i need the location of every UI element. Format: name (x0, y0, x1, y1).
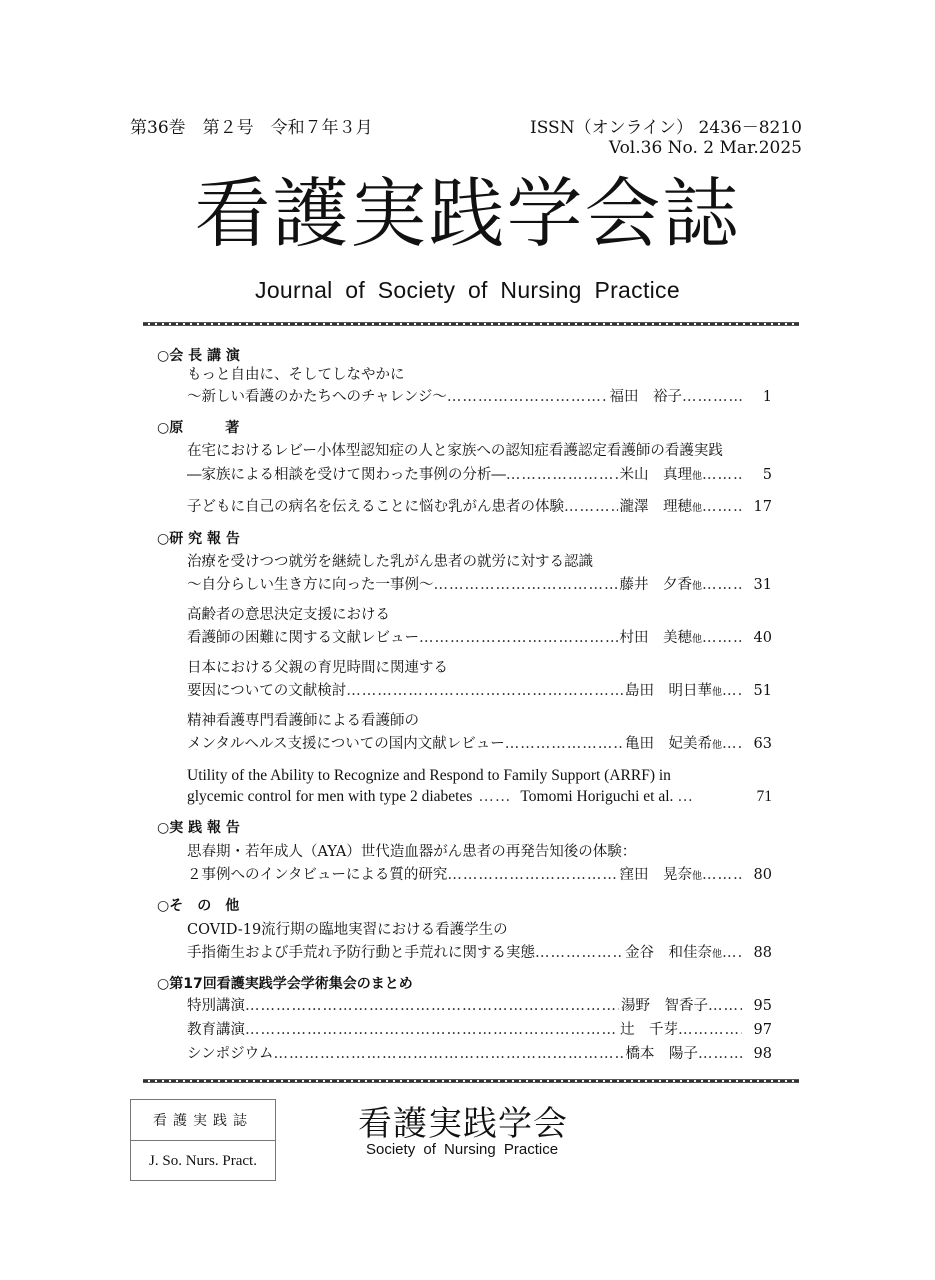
article-6-author: 島田 明日華他 (625, 683, 722, 699)
article-2-title-line1: 在宅におけるレビー小体型認知症の人と家族への認知症看護認定看護師の看護実践 (187, 443, 723, 459)
article-2-author: 米山 真理他 (619, 467, 702, 483)
article-3-page: 17 (753, 499, 772, 515)
article-5-title-line1: 高齢者の意思決定支援における (187, 607, 390, 623)
section-original: ○原 著 (157, 420, 240, 436)
article-5-page: 40 (753, 630, 772, 646)
article-12-author: 辻 千芽 (620, 1022, 678, 1038)
article-1-title-line2: ～新しい看護のかたちへのチャレンジ～ (187, 389, 447, 405)
article-6-entry (187, 679, 772, 703)
article-8-entry (187, 785, 772, 809)
article-10-title-line1: COVID-19流行期の臨地実習における看護学生の (187, 922, 508, 938)
article-11-entry (187, 994, 772, 1018)
abbreviation-en: J. So. Nurs. Pract. (149, 1152, 257, 1169)
article-9-entry (187, 863, 772, 887)
article-6-page: 51 (753, 683, 772, 699)
section-practice: ○実 践 報 告 (157, 820, 240, 836)
article-13-page: 98 (753, 1046, 772, 1062)
article-7-title-line1: 精神看護専門看護師による看護師の (187, 713, 419, 729)
journal-abbreviation-box (130, 1099, 276, 1181)
article-6-title-line2: 要因についての文献検討 (187, 683, 347, 699)
article-12-title: 教育講演 (187, 1022, 245, 1038)
article-9-title-line1: 思春期・若年成人（AYA）世代造血器がん患者の再発告知後の体験： (187, 844, 637, 860)
article-13-entry (187, 1042, 772, 1066)
article-11-author: 湯野 智香子 (621, 998, 708, 1014)
article-13-title: シンポジウム (187, 1046, 274, 1062)
bottom-divider (143, 1079, 799, 1083)
abbreviation-ja: 看護実践誌 (131, 1100, 275, 1141)
article-2-entry (187, 463, 772, 487)
article-12-page: 97 (753, 1022, 772, 1038)
section-other: ○そ の 他 (157, 898, 240, 914)
top-divider (143, 322, 799, 326)
article-12-entry (187, 1018, 772, 1042)
article-4-author: 藤井 夕香他 (619, 577, 702, 593)
section-conference: ○第17回看護実践学会学術集会のまとめ (157, 976, 413, 992)
article-7-entry (187, 732, 772, 756)
section-keynote: ○会 長 講 演 (157, 348, 240, 364)
article-2-page: 5 (762, 467, 772, 483)
society-name-ja: 看護実践学会 (358, 1104, 568, 1144)
article-4-entry (187, 573, 772, 597)
article-3-author: 瀧澤 理穂他 (619, 499, 702, 515)
issue-info-ja: 第36巻 第２号 令和７年３月 (130, 118, 373, 138)
article-1-author: 福田 裕子 (609, 389, 682, 405)
journal-title: 看護実践学会誌 (194, 169, 741, 258)
article-6-title-line1: 日本における父親の育児時間に関連する (187, 660, 448, 676)
article-3-title: 子どもに自己の病名を伝えることに悩む乳がん患者の体験 (187, 499, 564, 515)
article-10-author: 金谷 和佳奈他 (625, 945, 722, 961)
article-1-entry (187, 385, 772, 409)
issn: ISSN（オンライン） 2436－8210 (529, 118, 802, 138)
society-name-en: Society of Nursing Practice (366, 1141, 559, 1158)
issue-info-en: Vol.36 No. 2 Mar.2025 (608, 138, 802, 158)
article-5-entry (187, 626, 772, 650)
article-4-page: 31 (753, 577, 772, 593)
article-1-title-line1: もっと自由に、そしてしなやかに (187, 367, 405, 383)
article-4-title-line1: 治療を受けつつ就労を継続した乳がん患者の就労に対する認識 (187, 554, 593, 570)
article-3-entry (187, 495, 772, 519)
article-9-author: 窪田 晃奈他 (619, 867, 702, 883)
article-10-title-line2: 手指衛生および手荒れ予防行動と手荒れに関する実態 (187, 945, 535, 961)
article-1-page: 1 (762, 389, 772, 405)
article-8-title-line2: glycemic control for men with type 2 diabetes (187, 788, 473, 805)
article-11-page: 95 (753, 998, 772, 1014)
section-research: ○研 究 報 告 (157, 531, 240, 547)
article-10-entry (187, 941, 772, 965)
article-11-title: 特別講演 (187, 998, 245, 1014)
article-9-page: 80 (753, 867, 772, 883)
article-8-author: Tomomi Horiguchi et al. (520, 788, 674, 805)
article-8-page: 71 (756, 788, 772, 805)
article-8-title-line1: Utility of the Ability to Recognize and Respond to Family Support (ARRF) in (187, 767, 671, 784)
article-4-title-line2: ～自分らしい生き方に向った一事例～ (187, 577, 434, 593)
article-7-page: 63 (753, 736, 772, 752)
article-7-title-line2: メンタルヘルス支援についての国内文献レビュー (187, 736, 505, 752)
article-10-page: 88 (753, 945, 772, 961)
article-9-title-line2: ２事例へのインタビューによる質的研究 (187, 867, 448, 883)
article-5-title-line2: 看護師の困難に関する文献レビュー (187, 630, 419, 646)
article-5-author: 村田 美穂他 (619, 630, 702, 646)
journal-subtitle: Journal of Society of Nursing Practice (255, 277, 680, 303)
article-2-title-line2: ―家族による相談を受けて関わった事例の分析― (187, 467, 506, 483)
article-13-author: 橋本 陽子 (625, 1046, 698, 1062)
article-7-author: 亀田 妃美希他 (625, 736, 722, 752)
